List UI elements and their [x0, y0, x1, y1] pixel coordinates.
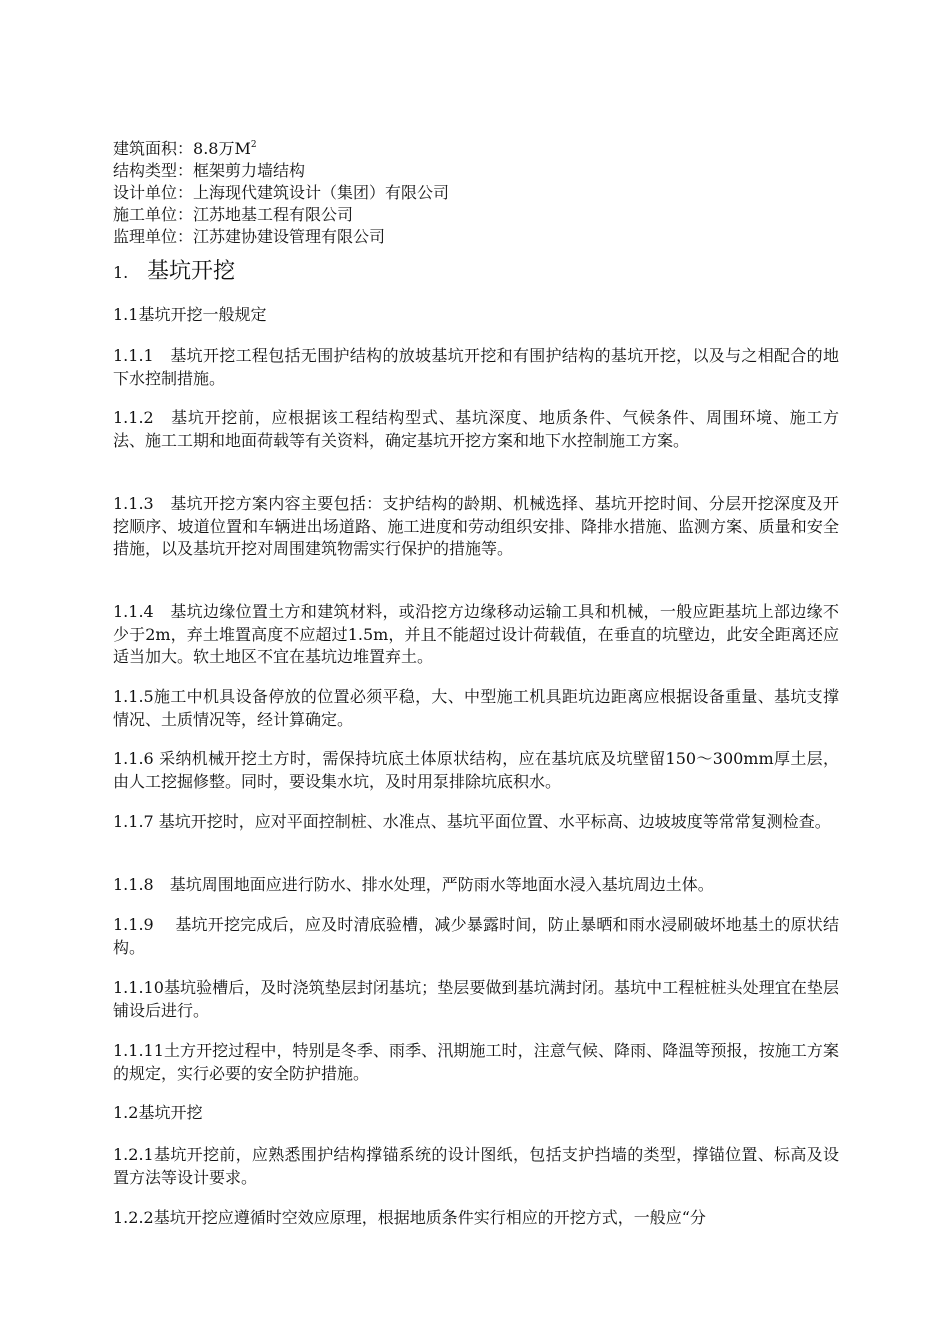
info-designer: 设计单位：上海现代建筑设计（集团）有限公司 — [113, 183, 450, 202]
heading-1-title: 基坑开挖 — [147, 259, 236, 284]
section-1-1-title: 1.1基坑开挖一般规定 — [113, 305, 267, 324]
paragraph-1-1-3: 1.1.3 基坑开挖方案内容主要包括：支护结构的龄期、机械选择、基坑开挖时间、分层开挖深度及开挖顺序、坡道位置和车辆进出场道路、施工进度和劳动组织安排、降排水措施、监测方案、质量和安全措施，以及基坑开挖对周围建筑物需实行保护的措施等。 — [113, 494, 839, 558]
info-area-label: 建筑面积： — [113, 139, 194, 158]
paragraph-1-1-8: 1.1.8 基坑周围地面应进行防水、排水处理，严防雨水等地面水浸入基坑周边土体。 — [113, 875, 714, 894]
paragraph-1-1-11: 1.1.11土方开挖过程中，特别是冬季、雨季、汛期施工时，注意气候、降雨、降温等预报，按施工方案的规定，实行必要的安全防护措施。 — [113, 1041, 839, 1083]
info-builder: 施工单位：江苏地基工程有限公司 — [113, 205, 354, 224]
paragraph-1-1-9: 1.1.9 基坑开挖完成后，应及时清底验槽，减少暴露时间，防止暴晒和雨水浸刷破坏地基土的原状结构。 — [113, 915, 839, 957]
heading-1-number: 1. — [113, 263, 129, 282]
info-area-superscript: 2 — [250, 140, 257, 150]
paragraph-1-2-1: 1.2.1基坑开挖前，应熟悉围护结构撑锚系统的设计图纸，包括支护挡墙的类型，撑锚位置、标高及设置方法等设计要求。 — [113, 1145, 839, 1187]
paragraph-1-1-7: 1.1.7 基坑开挖时，应对平面控制桩、水准点、基坑平面位置、水平标高、边坡坡度等常常复测检查。 — [113, 812, 831, 831]
paragraph-1-1-4: 1.1.4 基坑边缘位置土方和建筑材料，或沿挖方边缘移动运输工具和机械，一般应距基坑上部边缘不少于2m，弃土堆置高度不应超过1.5m，并且不能超过设计荷载值，在垂直的坑壁边，此安全距离还应适当加大。软土地区不宜在基坑边堆置弃土。 — [113, 602, 839, 666]
paragraph-1-1-6: 1.1.6 采纳机械开挖土方时，需保持坑底土体原状结构，应在基坑底及坑壁留150～300mm厚土层，由人工挖掘修整。同时，要设集水坑，及时用泵排除坑底积水。 — [113, 749, 839, 791]
info-structure: 结构类型：框架剪力墙结构 — [113, 161, 306, 180]
paragraph-1-1-5: 1.1.5施工中机具设备停放的位置必须平稳，大、中型施工机具距坑边距离应根据设备重量、基坑支撑情况、土质情况等，经计算确定。 — [113, 687, 839, 729]
info-area — [113, 138, 853, 160]
paragraph-1-1-10: 1.1.10基坑验槽后，及时浇筑垫层封闭基坑；垫层要做到基坑满封闭。基坑中工程桩桩头处理宜在垫层铺设后进行。 — [113, 978, 839, 1020]
info-area-value: 8.8万M — [193, 139, 251, 158]
paragraph-1-1-1: 1.1.1 基坑开挖工程包括无围护结构的放坡基坑开挖和有围护结构的基坑开挖，以及与之相配合的地下水控制措施。 — [113, 346, 839, 388]
info-supervisor: 监理单位：江苏建协建设管理有限公司 — [113, 227, 386, 246]
heading-1 — [113, 258, 235, 287]
paragraph-1-1-2: 1.1.2 基坑开挖前，应根据该工程结构型式、基坑深度、地质条件、气候条件、周围环境、施工方法、施工工期和地面荷载等有关资料，确定基坑开挖方案和地下水控制施工方案。 — [113, 408, 839, 450]
paragraph-1-2-2: 1.2.2基坑开挖应遵循时空效应原理，根据地质条件实行相应的开挖方式，一般应“分 — [113, 1208, 706, 1227]
section-1-2-title: 1.2基坑开挖 — [113, 1103, 203, 1122]
